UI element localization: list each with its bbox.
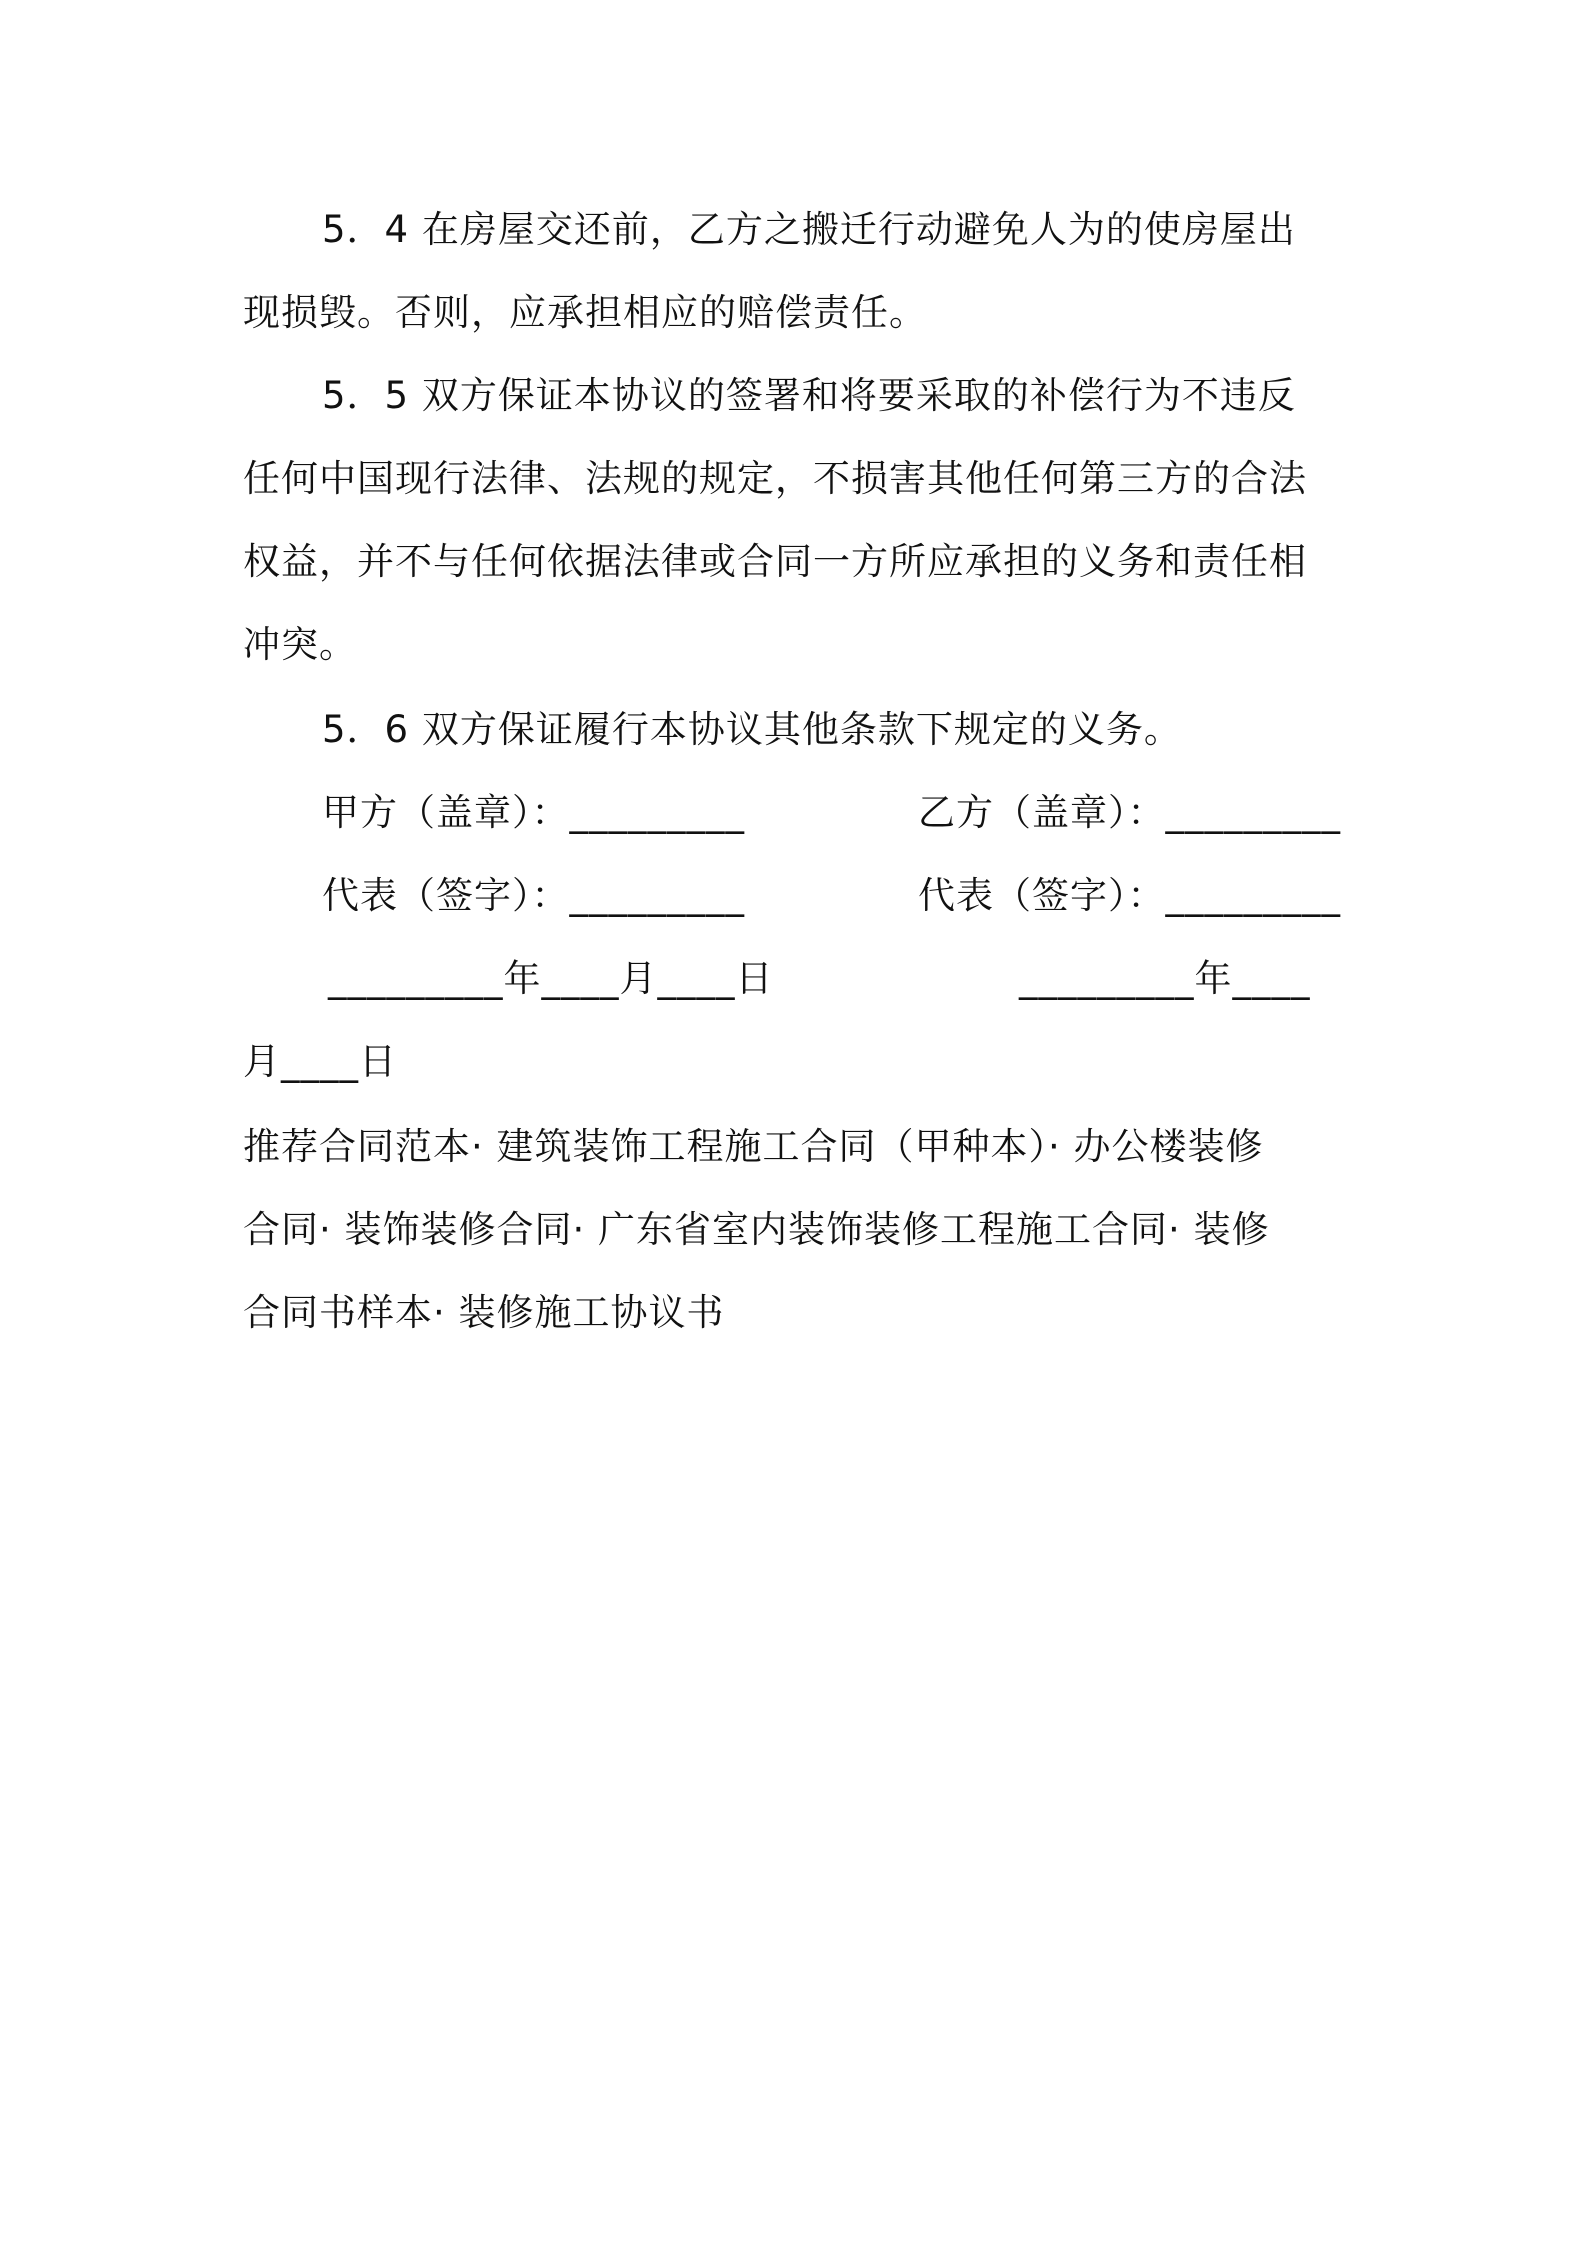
clause-5-4-line-1: 5．4 在房屋交还前，乙方之搬迁行动避免人为的使房屋出 [322,208,1296,251]
clause-5-5-line-4: 冲突。 [243,623,357,666]
recommend-line-1: 推荐合同范本· 建筑装饰工程施工合同（甲种本）· 办公楼装修 [243,1125,1264,1168]
clause-5-4-line-2: 现损毁。否则，应承担相应的赔偿责任。 [243,291,927,334]
clause-5-5-line-3: 权益，并不与任何依据法律或合同一方所应承担的义务和责任相 [243,540,1307,583]
recommend-line-2: 合同· 装饰装修合同· 广东省室内装饰装修工程施工合同· 装修 [243,1208,1270,1251]
party-b-seal: 乙方（盖章）：_________ [918,791,1341,834]
party-b-representative: 代表（签字）：_________ [918,874,1341,917]
recommend-line-3: 合同书样本· 装修施工协议书 [243,1291,725,1334]
party-b-date-part-2: 月____日 [243,1040,397,1083]
party-b-date-part-1: _________年____ [1019,957,1311,1000]
party-a-seal: 甲方（盖章）：_________ [322,791,745,834]
clause-5-6-line-1: 5．6 双方保证履行本协议其他条款下规定的义务。 [322,708,1182,751]
clause-5-5-line-2: 任何中国现行法律、法规的规定，不损害其他任何第三方的合法 [243,457,1307,500]
clause-5-5-line-1: 5．5 双方保证本协议的签署和将要采取的补偿行为不违反 [322,374,1296,417]
party-a-date: _________年____月____日 [328,957,774,1000]
party-a-representative: 代表（签字）：_________ [322,874,745,917]
